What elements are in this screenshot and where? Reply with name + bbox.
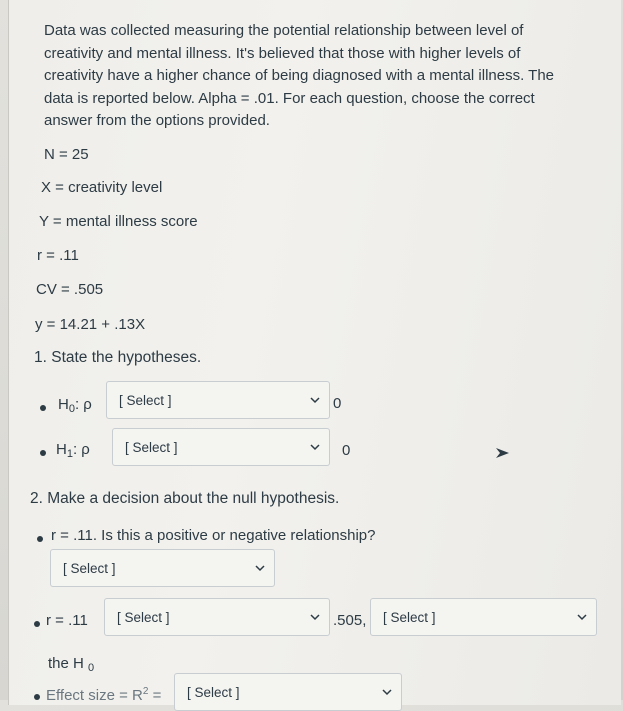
q2-tail bbox=[48, 655, 94, 674]
critical-value: CV = .505 bbox=[36, 281, 104, 298]
decision-select[interactable] bbox=[370, 598, 597, 636]
h1-rho: : ρ bbox=[72, 441, 90, 458]
bullet bbox=[34, 621, 40, 627]
q2-tail-text: the H bbox=[48, 655, 84, 672]
h1-value: 0 bbox=[342, 442, 351, 459]
q1-text: r = .11. Is this a positive or negative relationship? bbox=[51, 527, 376, 544]
h1-subscript: 1 bbox=[66, 448, 73, 460]
comparison-select-label: [ Select ] bbox=[117, 610, 170, 625]
bullet bbox=[40, 450, 46, 456]
y-definition: Y = mental illness score bbox=[39, 213, 198, 230]
q2-critical-value: .505, bbox=[333, 612, 367, 629]
chevron-down-icon bbox=[309, 395, 321, 405]
h0-subscript: 0 bbox=[68, 403, 75, 415]
cursor-arrow-icon bbox=[496, 447, 510, 459]
h0-symbol: H bbox=[58, 396, 69, 413]
h1-symbol: H bbox=[56, 441, 67, 458]
direction-select[interactable] bbox=[50, 549, 275, 587]
h0-value: 0 bbox=[333, 395, 342, 412]
effect-size-equals: = bbox=[148, 687, 162, 704]
chevron-down-icon bbox=[254, 563, 266, 573]
q2-r-value: r = .11 bbox=[46, 612, 88, 629]
h0-label bbox=[58, 396, 92, 415]
regression-equation: y = 14.21 + .13X bbox=[35, 316, 146, 333]
chevron-down-icon bbox=[309, 442, 321, 452]
chevron-down-icon bbox=[576, 612, 588, 622]
part2-title: 2. Make a decision about the null hypothesis. bbox=[30, 490, 340, 507]
effect-size-text: Effect size = R bbox=[46, 687, 143, 704]
q2-tail-subscript: 0 bbox=[88, 662, 95, 674]
h0-rho: : ρ bbox=[74, 396, 92, 413]
h0-select-label: [ Select ] bbox=[119, 393, 172, 408]
sample-size: N = 25 bbox=[44, 146, 89, 163]
comparison-select[interactable] bbox=[104, 598, 330, 636]
direction-select-label: [ Select ] bbox=[63, 561, 116, 576]
h1-label bbox=[56, 441, 90, 460]
effect-size-superscript: 2 bbox=[142, 686, 149, 697]
bullet bbox=[40, 405, 46, 411]
h0-select[interactable] bbox=[106, 381, 330, 419]
part1-title: 1. State the hypotheses. bbox=[34, 349, 202, 366]
h1-select-label: [ Select ] bbox=[125, 440, 178, 455]
r-value: r = .11 bbox=[37, 247, 79, 264]
x-definition: X = creativity level bbox=[41, 179, 163, 196]
effect-size-select[interactable] bbox=[174, 673, 402, 711]
h1-select[interactable] bbox=[112, 428, 330, 466]
chevron-down-icon bbox=[309, 612, 321, 622]
bullet bbox=[37, 536, 43, 542]
decision-select-label: [ Select ] bbox=[383, 610, 436, 625]
bullet bbox=[34, 694, 40, 700]
question-intro: Data was collected measuring the potential relationship between level of creativity and mental illness. It's believed that those with higher levels of creativity have a higher chance of being diagnosed with a mental illness. The data is reported below. Alpha = .01. For each question, choose the correct answer from the options provided. bbox=[44, 22, 555, 129]
effect-size-label bbox=[46, 686, 161, 704]
chevron-down-icon bbox=[381, 687, 393, 697]
effect-size-select-label: [ Select ] bbox=[187, 685, 240, 700]
